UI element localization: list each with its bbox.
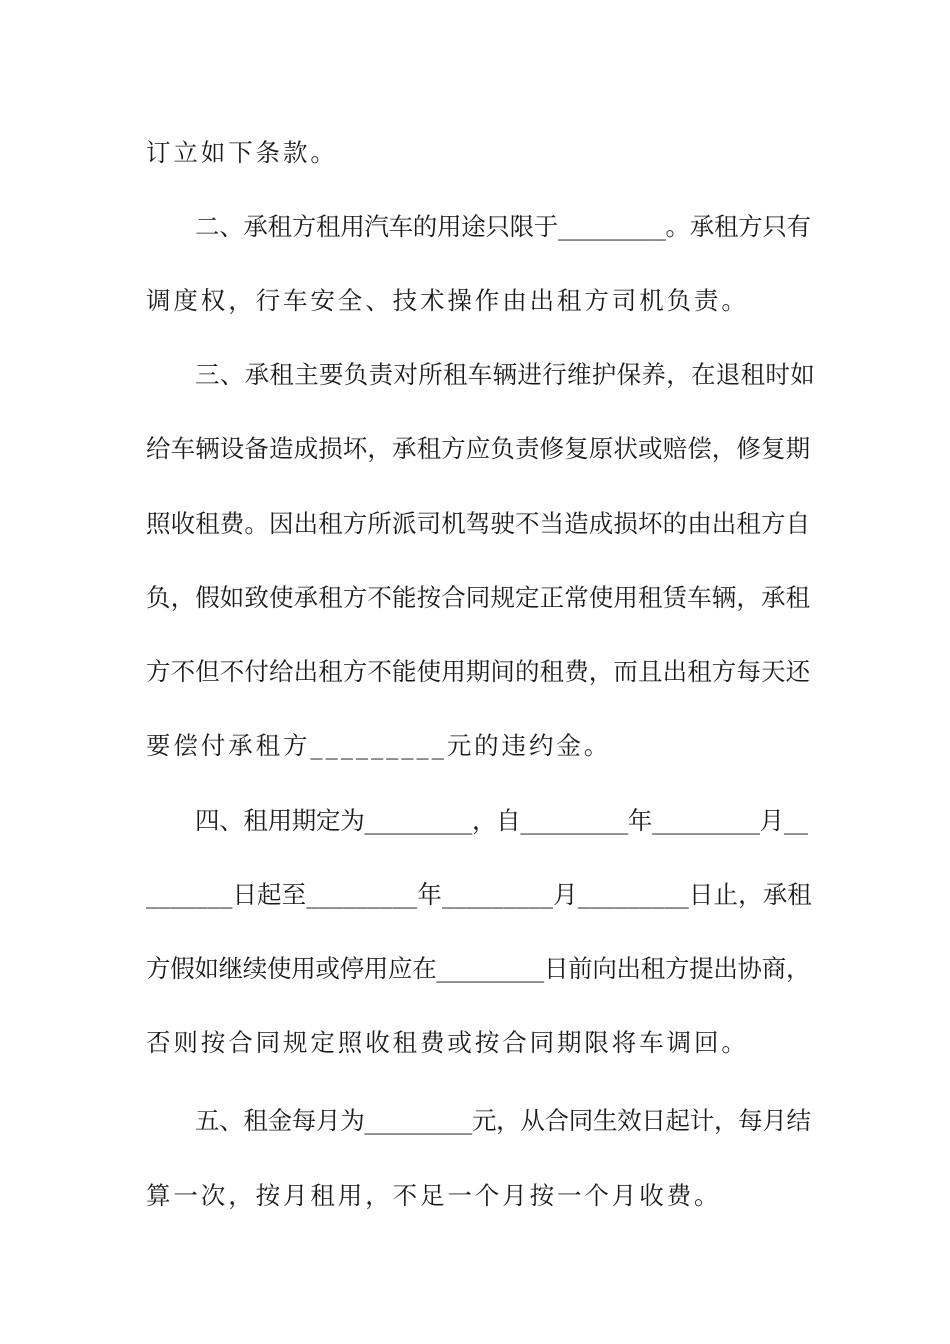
text-line-3: 调度权，行车安全、技术操作由出租方司机负责。 (146, 286, 749, 315)
text-line-4: 三、承租主要负责对所租车辆进行维护保养，在退租时如 (195, 360, 815, 389)
text-line-2: 二、承租方租用汽车的用途只限于_________。承租方只有 (195, 212, 811, 241)
text-line-8: 方不但不付给出租方不能使用期间的租费，而且出租方每天还 (146, 657, 811, 686)
text-line-11: _______日起至_________年_________月_________日止，承租 (146, 880, 812, 909)
text-line-14: 五、租金每月为_________元，从合同生效日起计，每月结 (195, 1106, 811, 1135)
text-line-1: 订立如下条款。 (146, 138, 338, 167)
text-line-12: 方假如继续使用或停用应在_________日前向出租方提出协商， (146, 954, 811, 983)
text-line-7: 负，假如致使承租方不能按合同规定正常使用租赁车辆，承租 (146, 583, 811, 612)
text-line-6: 照收租费。因出租方所派司机驾驶不当造成损坏的由出租方自 (146, 509, 811, 538)
text-line-15: 算一次，按月租用，不足一个月按一个月收费。 (146, 1181, 722, 1210)
text-line-13: 否则按合同规定照收租费或按合同期限将车调回。 (146, 1028, 749, 1057)
text-line-5: 给车辆设备造成损坏，承租方应负责修复原状或赔偿，修复期 (146, 434, 811, 463)
text-line-10: 四、租用期定为_________，自_________年_________月__ (195, 806, 808, 835)
text-line-9: 要偿付承租方_________元的违约金。 (146, 731, 612, 760)
